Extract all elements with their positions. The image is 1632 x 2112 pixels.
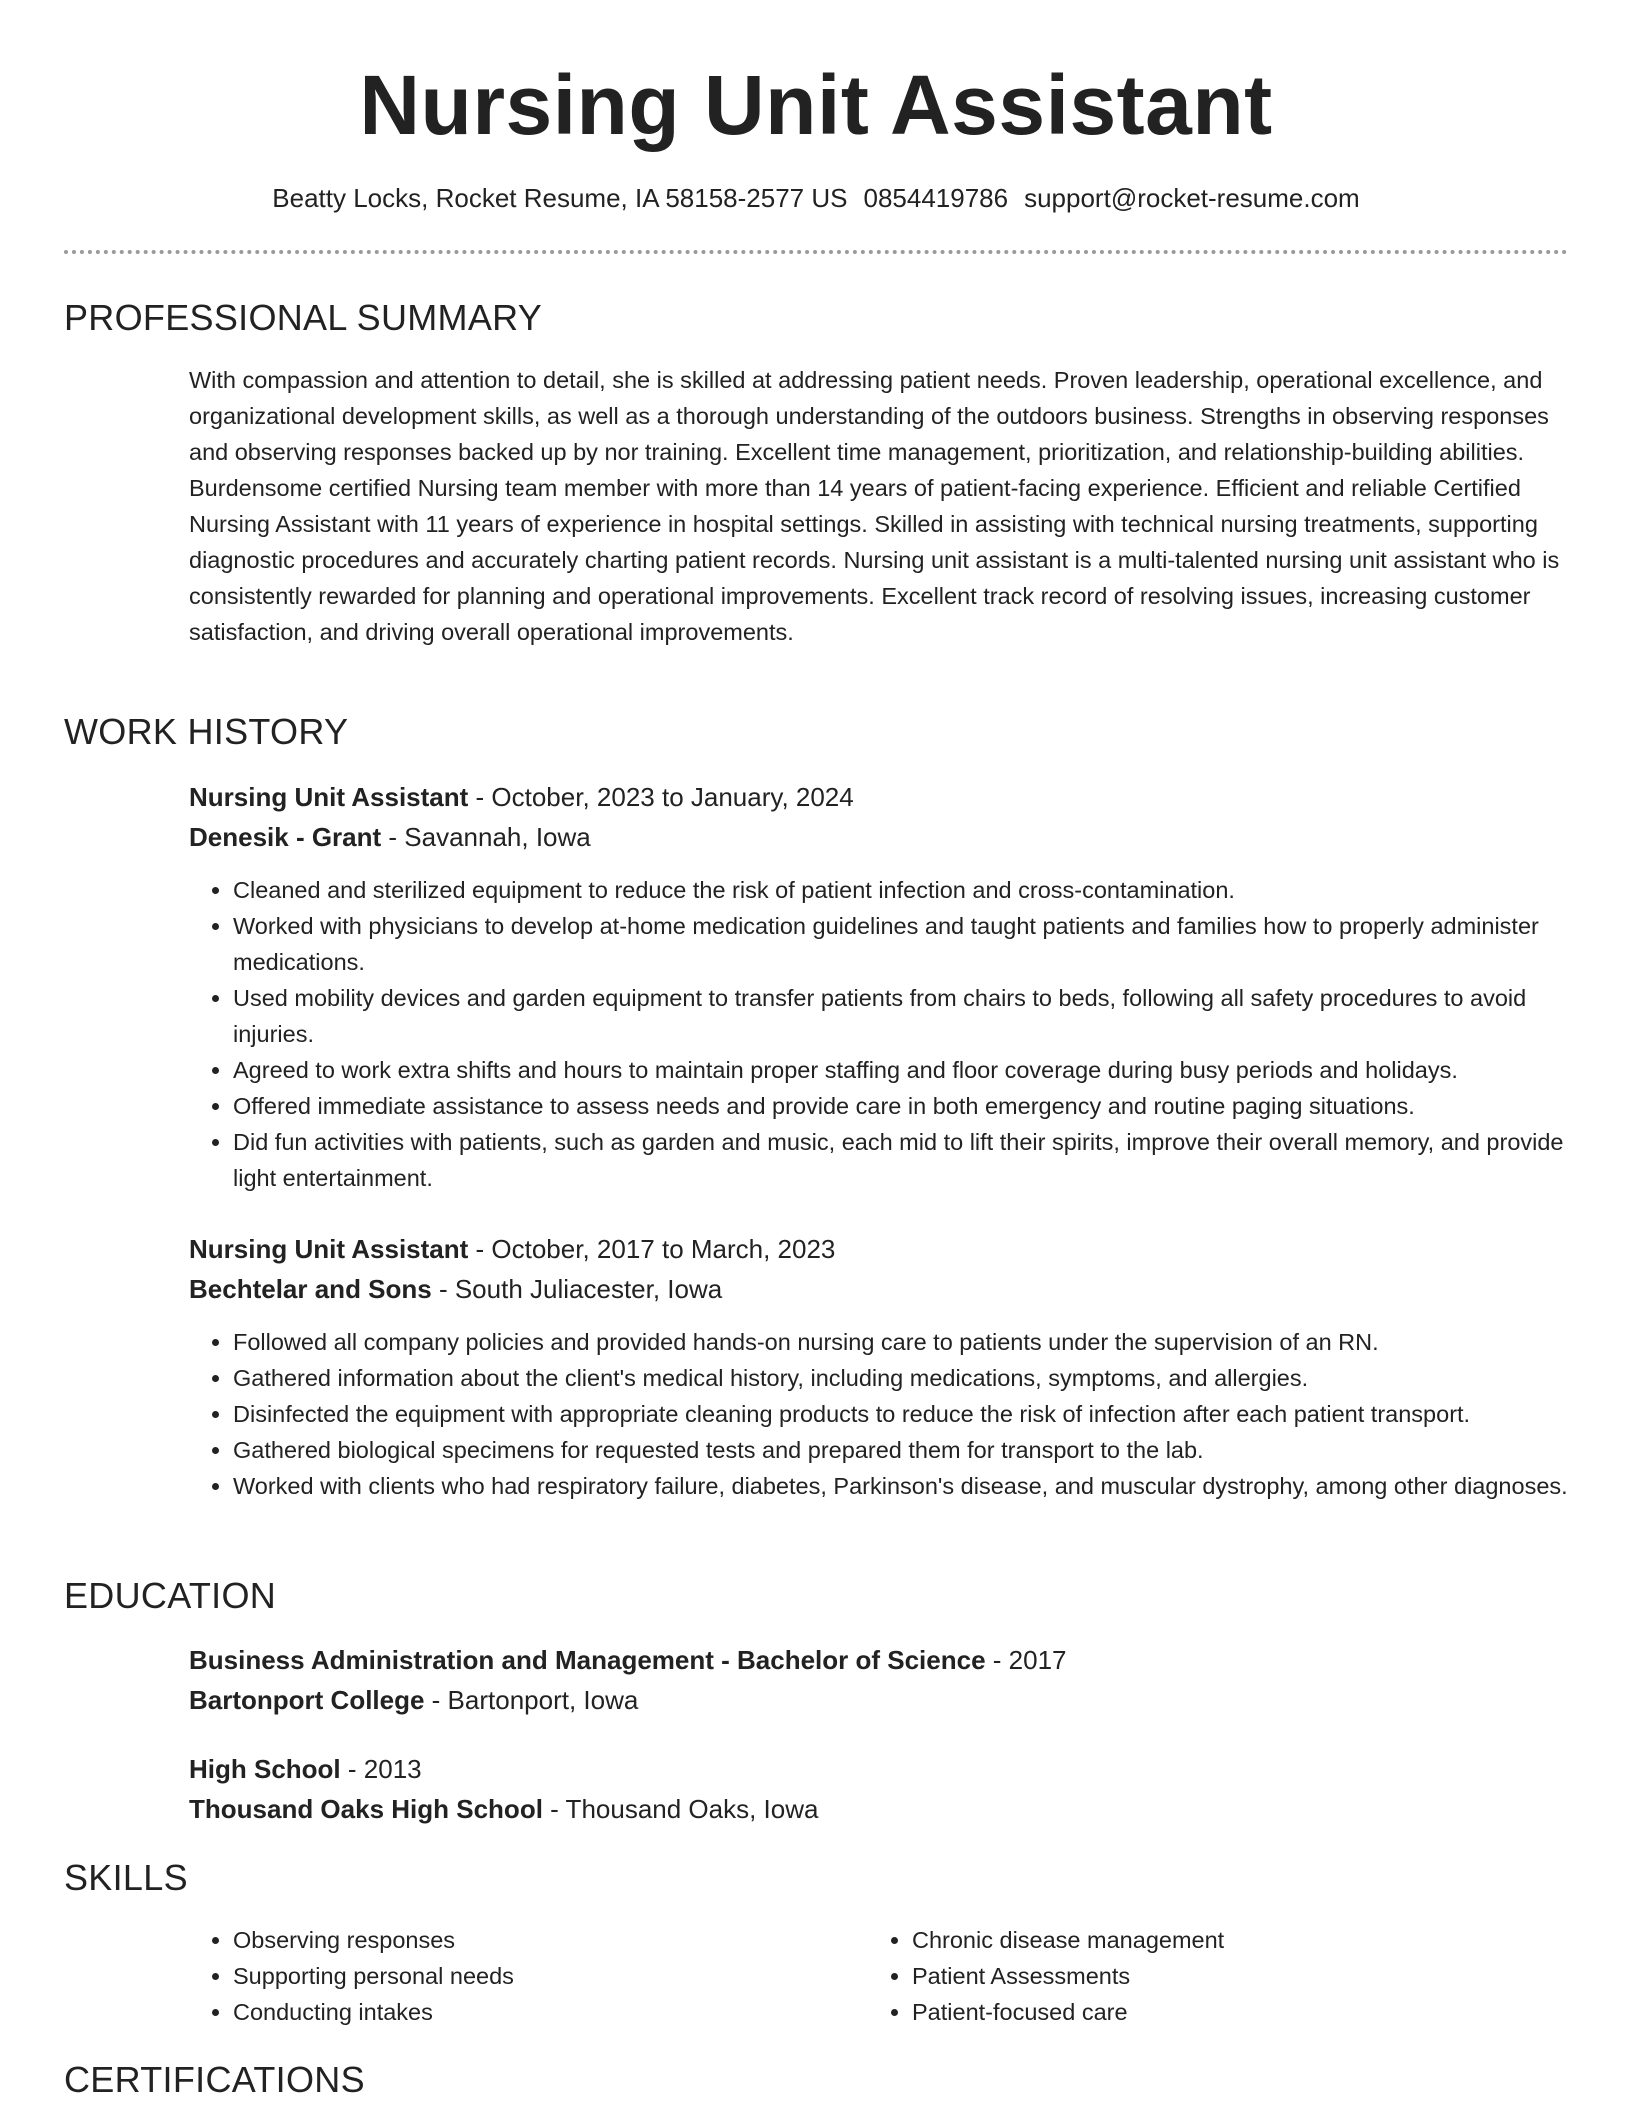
list-item: • Disinfected the equipment with appropriate cleaning products to reduce the risk of infection after each patient transport.: [233, 1396, 1613, 1432]
list-item: • Did fun activities with patients, such as garden and music, each mid to lift their spirits, improve their overall memory, and provide light entertainment.: [233, 1124, 1613, 1196]
list-item: • Supporting personal needs: [233, 1958, 853, 1994]
education-2-school: Thousand Oaks High School: [189, 1794, 543, 1824]
education-2-degree: High School: [189, 1754, 341, 1784]
list-item: • Observing responses: [233, 1922, 853, 1958]
contact-email: support@rocket-resume.com: [1024, 183, 1360, 213]
job-1-dates: - October, 2023 to January, 2024: [468, 782, 854, 812]
summary-heading: PROFESSIONAL SUMMARY: [64, 297, 543, 338]
education-2-degree-line: [189, 1751, 422, 1787]
education-2-year: - 2013: [340, 1754, 422, 1784]
list-item: • Gathered biological specimens for requested tests and prepared them for transport to the lab.: [233, 1432, 1613, 1468]
job-2-role: Nursing Unit Assistant: [189, 1234, 469, 1264]
education-1-year: - 2017: [985, 1645, 1067, 1675]
list-item: • Chronic disease management: [912, 1922, 1592, 1958]
certifications-heading: CERTIFICATIONS: [64, 2059, 365, 2100]
list-item: • Used mobility devices and garden equipment to transfer patients from chairs to beds, following all safety procedures to avoid injuries.: [233, 980, 1613, 1052]
list-item: • Patient Assessments: [912, 1958, 1592, 1994]
list-item: • Worked with clients who had respiratory failure, diabetes, Parkinson's disease, and muscular dystrophy, among other diagnoses.: [233, 1468, 1613, 1504]
job-2-location: - South Juliacester, Iowa: [431, 1274, 723, 1304]
job-1-role: Nursing Unit Assistant: [189, 782, 469, 812]
list-item: • Gathered information about the client's medical history, including medications, symptoms, and allergies.: [233, 1360, 1613, 1396]
skills-right-list: [868, 1922, 1592, 2030]
education-heading: EDUCATION: [64, 1575, 277, 1616]
education-1-school: Bartonport College: [189, 1685, 425, 1715]
job-2-company-line: [189, 1271, 722, 1307]
job-1-bullets: [189, 872, 1613, 1196]
header-divider: [64, 250, 1568, 254]
summary-text: With compassion and attention to detail, she is skilled at addressing patient needs. Proven leadership, operational excellence, and organizational development skills, as well as a thorough understanding of the outdoors business. Strengths in observing responses and observing responses backed up by nor training. Excellent time management, prioritization, and relationship-building abilities. Burdensome certified Nursing team member with more than 14 years of patient-facing experience. Efficient and reliable Certified Nursing Assistant with 11 years of experience in hospital settings. Skilled in assisting with technical nursing treatments, supporting diagnostic procedures and accurately charting patient records. Nursing unit assistant is a multi-talented nursing unit assistant who is consistently rewarded for planning and operational improvements. Excellent track record of resolving issues, increasing customer satisfaction, and driving overall operational improvements.: [189, 367, 1560, 645]
list-item: • Patient-focused care: [912, 1994, 1592, 2030]
resume-title: Nursing Unit Assistant: [359, 58, 1273, 152]
job-1-company-line: [189, 819, 591, 855]
job-2-dates: - October, 2017 to March, 2023: [468, 1234, 836, 1264]
job-2-bullets: [189, 1324, 1613, 1504]
education-1-degree-line: [189, 1642, 1067, 1678]
contact-phone: 0854419786: [863, 183, 1009, 213]
skills-left-list: [189, 1922, 853, 2030]
list-item: • Agreed to work extra shifts and hours to maintain proper staffing and floor coverage during busy periods and holidays.: [233, 1052, 1613, 1088]
list-item: • Cleaned and sterilized equipment to reduce the risk of patient infection and cross-contamination.: [233, 872, 1613, 908]
education-1-degree: Business Administration and Management - Bachelor of Science: [189, 1645, 986, 1675]
education-2-location: - Thousand Oaks, Iowa: [542, 1794, 819, 1824]
education-1-location: - Bartonport, Iowa: [424, 1685, 639, 1715]
job-2-title-line: [189, 1231, 835, 1267]
skills-heading: SKILLS: [64, 1857, 188, 1898]
work-history-heading: WORK HISTORY: [64, 711, 349, 752]
job-1-title-line: [189, 779, 854, 815]
education-2-school-line: [189, 1791, 818, 1827]
contact-address: Beatty Locks, Rocket Resume, IA 58158-2577 US: [272, 183, 848, 213]
job-1-location: - Savannah, Iowa: [381, 822, 591, 852]
job-2-company: Bechtelar and Sons: [189, 1274, 432, 1304]
job-1-company: Denesik - Grant: [189, 822, 382, 852]
list-item: • Followed all company policies and provided hands-on nursing care to patients under the supervision of an RN.: [233, 1324, 1613, 1360]
education-1-school-line: [189, 1682, 638, 1718]
list-item: • Worked with physicians to develop at-home medication guidelines and taught patients and families how to properly administer medications.: [233, 908, 1613, 980]
list-item: • Conducting intakes: [233, 1994, 853, 2030]
list-item: • Offered immediate assistance to assess needs and provide care in both emergency and routine paging situations.: [233, 1088, 1613, 1124]
contact-line: [0, 180, 1632, 216]
